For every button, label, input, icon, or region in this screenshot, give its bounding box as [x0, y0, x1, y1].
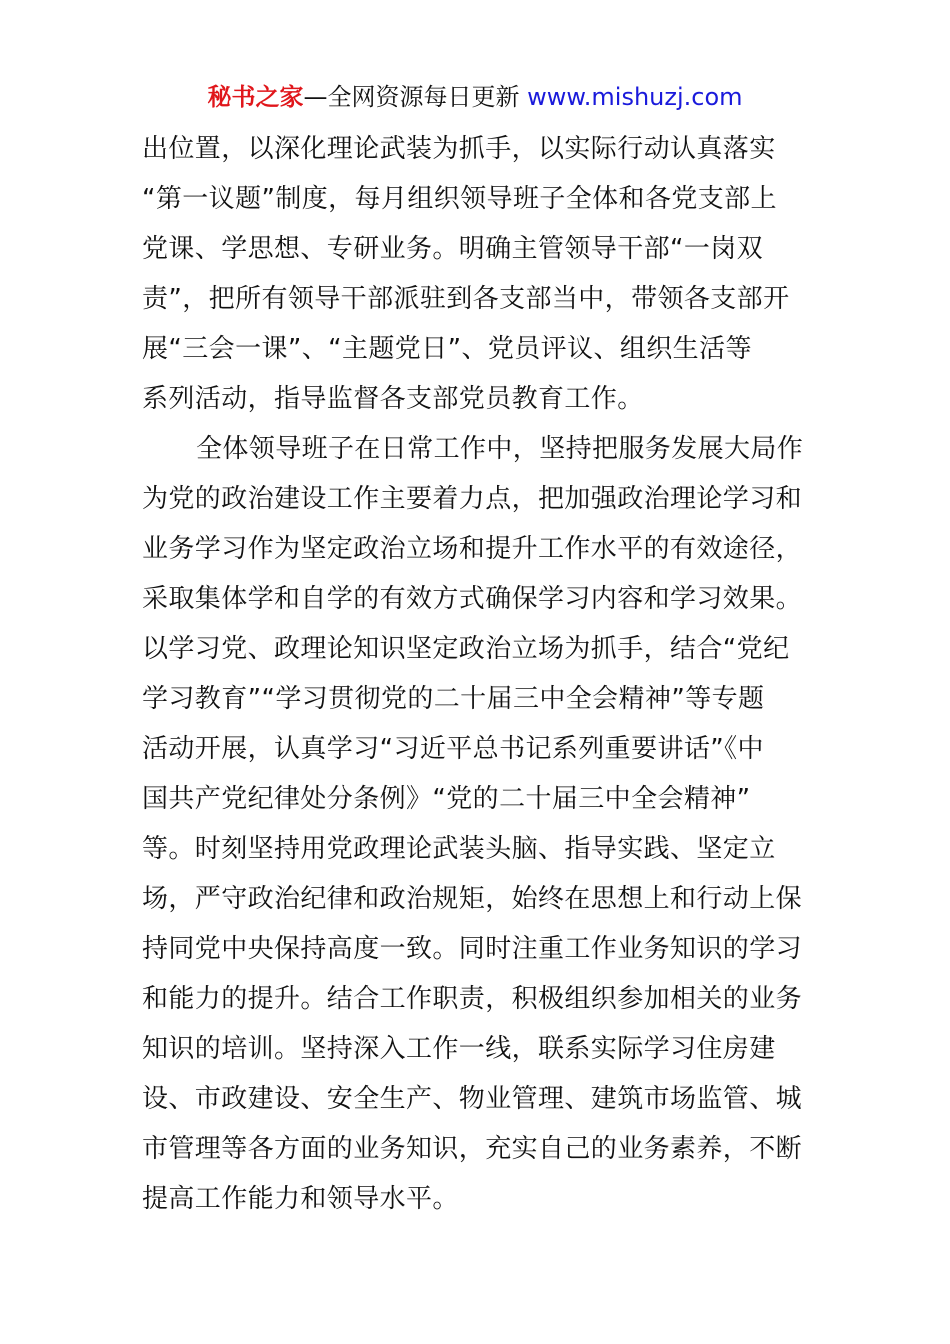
site-header — [0, 80, 950, 114]
text-line: 展“三会一课”、“主题党日”、党员评议、组织生活等 — [142, 334, 752, 364]
text-line: 以学习党、政理论知识坚定政治立场为抓手，结合“党纪 — [142, 634, 790, 664]
text-line: “第一议题”制度，每月组织领导班子全体和各党支部上 — [142, 184, 777, 214]
paragraph-2 — [142, 424, 808, 1224]
text-line: 提高工作能力和领导水平。 — [142, 1184, 459, 1214]
text-line: 采取集体学和自学的有效方式确保学习内容和学习效果。 — [142, 584, 803, 614]
text-line: 系列活动，指导监督各支部党员教育工作。 — [142, 384, 644, 414]
site-tagline: —全网资源每日更新 — [303, 83, 528, 111]
text-line-first: 全体领导班子在日常工作中，坚持把服务发展大局作 — [196, 434, 804, 464]
text-line: 出位置，以深化理论武装为抓手，以实际行动认真落实 — [142, 134, 776, 164]
brand-name: 秘书之家 — [207, 83, 304, 111]
text-line: 知识的培训。坚持深入工作一线，联系实际学习住房建 — [142, 1034, 776, 1064]
text-line: 活动开展，认真学习“习近平总书记系列重要讲话”《中 — [142, 734, 764, 764]
text-line: 设、市政建设、安全生产、物业管理、建筑市场监管、城 — [142, 1084, 803, 1114]
text-line: 市管理等各方面的业务知识，充实自己的业务素养，不断 — [142, 1134, 803, 1164]
text-line: 业务学习作为坚定政治立场和提升工作水平的有效途径， — [142, 534, 803, 564]
paragraph-1 — [142, 124, 808, 424]
text-line: 党课、学思想、专研业务。明确主管领导干部“一岗双 — [142, 234, 764, 264]
text-line: 和能力的提升。结合工作职责，积极组织参加相关的业务 — [142, 984, 803, 1014]
text-line: 责”，把所有领导干部派驻到各支部当中，带领各支部开 — [142, 284, 790, 314]
text-line: 为党的政治建设工作主要着力点，把加强政治理论学习和 — [142, 484, 803, 514]
text-line: 持同党中央保持高度一致。同时注重工作业务知识的学习 — [142, 934, 803, 964]
site-url-link[interactable]: www.mishuzj.com — [527, 83, 743, 111]
text-line: 国共产党纪律处分条例》“党的二十届三中全会精神” — [142, 784, 751, 814]
text-line: 场，严守政治纪律和政治规矩，始终在思想上和行动上保 — [142, 884, 803, 914]
text-line: 学习教育”“学习贯彻党的二十届三中全会精神”等专题 — [142, 684, 765, 714]
text-line: 等。时刻坚持用党政理论武装头脑、指导实践、坚定立 — [142, 834, 776, 864]
document-body — [142, 124, 808, 1224]
